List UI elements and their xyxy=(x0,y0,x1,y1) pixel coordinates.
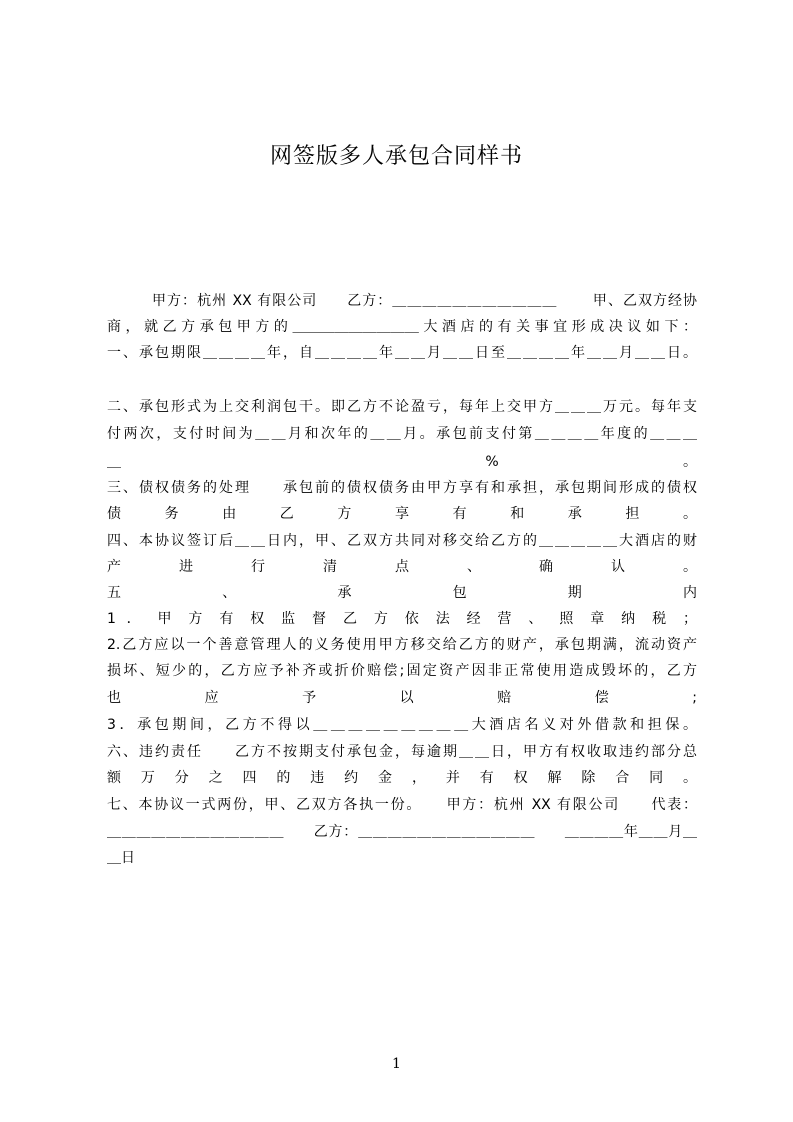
text-line-handover-1: 四、本协议签订后＿＿日内，甲、乙双方共同对移交给乙方的＿＿＿＿＿大酒店的财 xyxy=(107,533,697,549)
text-line-item-2a: 2.乙方应以一个善意管理人的义务使用甲方移交给乙方的财产，承包期满，流动资产 xyxy=(107,637,697,653)
text-line-breach-2: 额 万 分 之 四 的 违 约 金 ， 并 有 权 解 除 合 同 。 xyxy=(107,770,697,786)
text-line-handover-2: 产 进 行 清 点 、 确 认 。 xyxy=(107,559,697,575)
text-line-item-2c: 也 应 予 以 赔 偿 ; xyxy=(107,690,697,706)
text-line-signature: ＿＿＿＿＿＿＿＿＿＿＿＿ 乙方：＿＿＿＿＿＿＿＿＿＿＿＿ ＿＿＿＿年＿＿月＿ xyxy=(107,824,697,840)
text-line-intro: 商 ， 就 乙 方 承 包 甲 方 的 ＿＿＿＿＿＿＿＿＿ 大 酒 店 的 有 关 事 宜 形 成 决 议 如 下 ： xyxy=(107,319,697,335)
text-line-form-3: ＿ % 。 xyxy=(107,454,697,470)
text-line-item-1: 1 ． 甲 方 有 权 监 督 乙 方 依 法 经 营 、 照 章 纳 税 ； xyxy=(107,611,697,627)
text-line-form-1: 二、承包形式为上交利润包干。即乙方不论盈亏，每年上交甲方＿＿＿万元。每年支 xyxy=(107,399,697,415)
text-line-copies: 七、本协议一式两份，甲、乙双方各执一份。 甲方：杭州 XX 有限公司 代表： xyxy=(107,797,697,813)
document-title: 网签版多人承包合同样书 xyxy=(269,144,523,169)
page-number: 1 xyxy=(392,1056,401,1072)
text-line-item-2b: 损坏、短少的，乙方应予补齐或折价赔偿;固定资产因非正常使用造成毁坏的，乙方 xyxy=(107,663,697,679)
text-line-item-3: 3．承包期间，乙方不得以＿＿＿＿＿＿＿＿＿大酒店名义对外借款和担保。 xyxy=(107,717,697,733)
text-line-term: 一、承包期限＿＿＿＿年，自＿＿＿＿年＿＿月＿＿日至＿＿＿＿年＿＿月＿＿日。 xyxy=(107,345,697,361)
text-line-breach-1: 六、违约责任 乙方不按期支付承包金，每逾期＿＿日，甲方有权收取违约部分总 xyxy=(107,744,697,760)
text-line-form-2: 付两次，支付时间为＿＿月和次年的＿＿月。承包前支付第＿＿＿＿年度的＿＿＿ xyxy=(107,426,697,442)
text-line-during-term: 五 、 承 包 期 内 xyxy=(107,585,697,601)
text-line-date-end: ＿日 xyxy=(107,850,135,866)
text-line-debts-1: 三、债权债务的处理 承包前的债权债务由甲方享有和承担，承包期间形成的债权 xyxy=(107,480,697,496)
text-line-debts-2: 债 务 由 乙 方 享 有 和 承 担 。 xyxy=(107,506,697,522)
text-line-party-info: 甲方：杭州 XX 有限公司 乙方：＿＿＿＿＿＿＿＿＿＿＿ 甲、乙双方经协 xyxy=(107,293,697,309)
